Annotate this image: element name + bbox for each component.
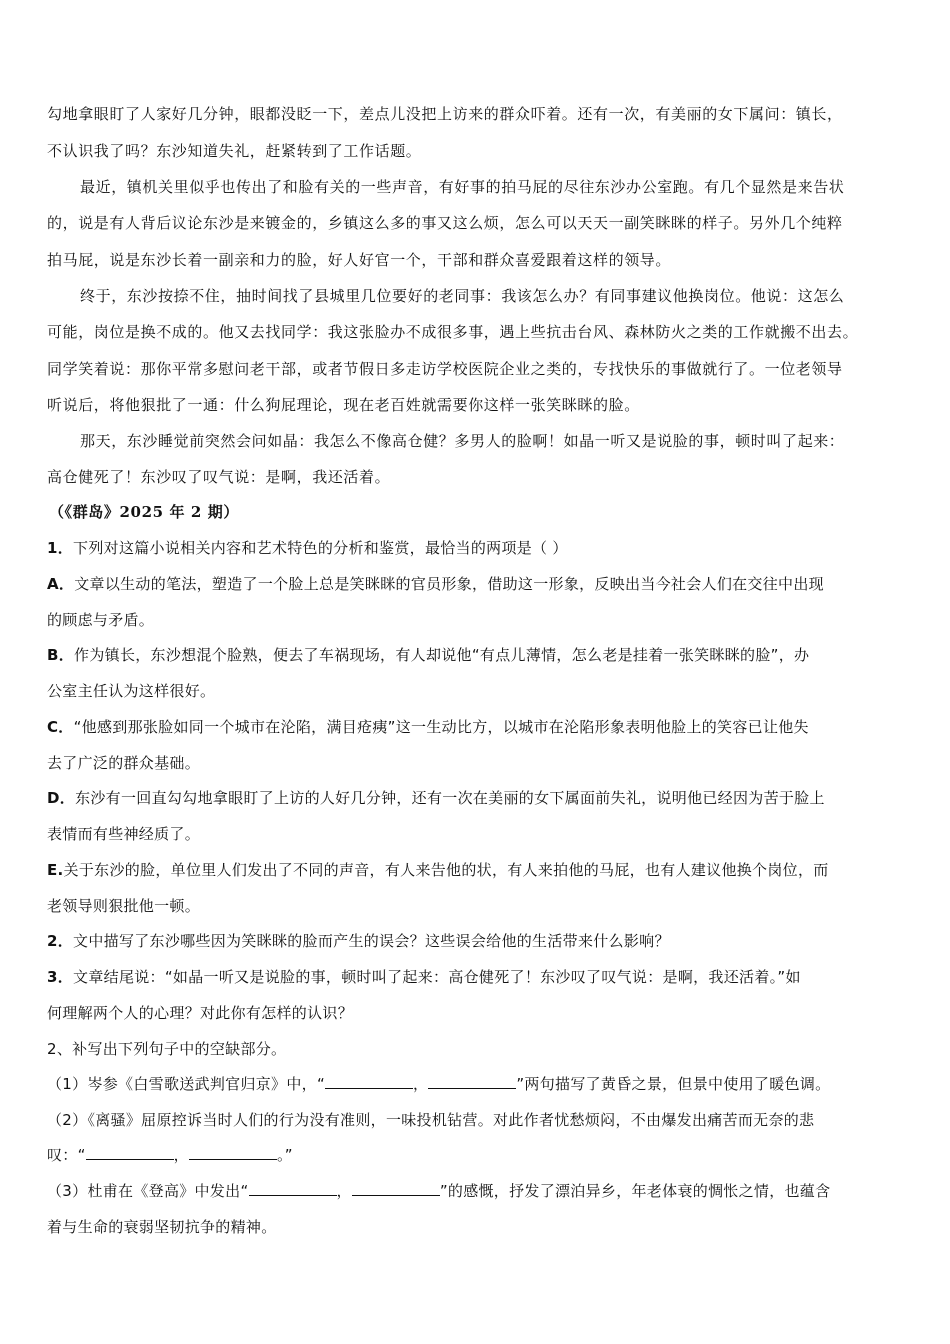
fill-item-2: （2）《离骚》屈原控诉当时人们的行为没有准则，一味投机钻营。对此作者忧愁烦闷，不由爆发出痛苦而无奈的悲 bbox=[47, 1111, 815, 1129]
story-line: 那天，东沙睡觉前突然会问如晶：我怎么不像高仓健？多男人的脸啊！如晶一听又是说脸的事，顿时叫了起来： bbox=[80, 432, 845, 450]
option-c-cont: 去了广泛的群众基础。 bbox=[47, 754, 201, 772]
fill-text: ， bbox=[173, 1146, 189, 1164]
fill-text: ， bbox=[413, 1075, 429, 1093]
option-letter: A． bbox=[47, 575, 75, 593]
story-line: 不认识我了吗？东沙知道失礼，赶紧转到了工作话题。 bbox=[47, 142, 422, 160]
story-line: 勾地拿眼盯了人家好几分钟，眼都没眨一下，差点儿没把上访来的群众吓着。还有一次，有美丽的女下属问：镇长， bbox=[47, 105, 843, 123]
story-line: 的，说是有人背后议论东沙是来镀金的，乡镇这么多的事又这么烦，怎么可以天天一副笑眯眯的样子。另外几个纯粹 bbox=[47, 214, 843, 232]
fill-item-3-cont: 着与生命的衰弱坚韧抗争的精神。 bbox=[47, 1218, 277, 1236]
question-3-cont: 何理解两个人的心理？对此你有怎样的认识？ bbox=[47, 1004, 354, 1022]
fill-text: （1）岑参《白雪歌送武判官归京》中，“ bbox=[47, 1075, 326, 1093]
story-line: 拍马屁，说是东沙长着一副亲和力的脸，好人好官一个，干部和群众喜爱跟着这样的领导。 bbox=[47, 251, 672, 269]
option-b bbox=[47, 645, 809, 665]
fill-text: ”两句描写了黄昏之景，但景中使用了暖色调。 bbox=[516, 1075, 831, 1093]
question-stem: 文章结尾说：“如晶一听又是说脸的事，顿时叫了起来：高仓健死了！东沙叹了叹气说：是啊，我还活着。”如 bbox=[73, 968, 801, 986]
answer-blank[interactable] bbox=[249, 1181, 337, 1196]
option-b-cont: 公室主任认为这样很好。 bbox=[47, 682, 216, 700]
option-e bbox=[47, 860, 829, 880]
story-line: 最近，镇机关里似乎也传出了和脸有关的一些声音，有好事的拍马屁的尽往东沙办公室跑。有几个显然是来告状 bbox=[80, 178, 845, 196]
question-number: 3． bbox=[47, 968, 74, 986]
option-text: “他感到那张脸如同一个城市在沦陷，满目疮痍”这一生动比方，以城市在沦陷形象表明他脸上的笑容已让他失 bbox=[73, 718, 809, 736]
fill-text: ”的感慨，抒发了漂泊异乡，年老体衰的惆怅之情，也蕴含 bbox=[439, 1182, 831, 1200]
answer-blank[interactable] bbox=[86, 1145, 174, 1160]
question-stem: 文中描写了东沙哪些因为笑眯眯的脸而产生的误会？这些误会给他的生活带来什么影响？ bbox=[73, 932, 670, 950]
story-line: 听说后，将他狠批了一通：什么狗屁理论，现在老百姓就需要你这样一张笑眯眯的脸。 bbox=[47, 396, 640, 414]
story-line: 可能，岗位是换不成的。他又去找同学：我这张脸办不成很多事，遇上些抗击台风、森林防火之类的工作就搬不出去。 bbox=[47, 323, 859, 341]
option-letter: C． bbox=[47, 718, 74, 736]
story-line: 高仓健死了！东沙叹了叹气说：是啊，我还活着。 bbox=[47, 468, 391, 486]
fill-item-3 bbox=[47, 1181, 830, 1201]
option-text: 关于东沙的脸，单位里人们发出了不同的声音，有人来告他的状，有人来拍他的马屁，也有人建议他换个岗位，而 bbox=[63, 861, 829, 879]
question-number: 1． bbox=[47, 539, 74, 557]
source-citation: （《群岛》2025 年 2 期） bbox=[49, 503, 239, 521]
answer-blank[interactable] bbox=[352, 1181, 440, 1196]
option-text: 东沙有一回直勾勾地拿眼盯了上访的人好几分钟，还有一次在美丽的女下属面前失礼，说明他已经因为苦于脸上 bbox=[75, 789, 825, 807]
story-line: 终于，东沙按捺不住，抽时间找了县城里几位要好的老同事：我该怎么办？有同事建议他换岗位。他说：这怎么 bbox=[80, 287, 845, 305]
option-letter: D． bbox=[47, 789, 76, 807]
question-2 bbox=[47, 931, 670, 951]
option-a bbox=[47, 574, 824, 594]
option-letter: E. bbox=[47, 861, 64, 879]
answer-blank[interactable] bbox=[189, 1145, 277, 1160]
question-3 bbox=[47, 967, 801, 987]
option-a-cont: 的顾虑与矛盾。 bbox=[47, 611, 155, 629]
option-text: 作为镇长，东沙想混个脸熟，便去了车祸现场，有人却说他“有点儿薄情，怎么老是挂着一张笑眯眯的脸”，办 bbox=[74, 646, 810, 664]
option-c bbox=[47, 717, 809, 737]
section-2-heading: 2、补写出下列句子中的空缺部分。 bbox=[47, 1040, 287, 1058]
fill-text: 叹：“ bbox=[47, 1146, 86, 1164]
story-line: 同学笑着说：那你平常多慰问老干部，或者节假日多走访学校医院企业之类的，专找快乐的事做就行了。一位老领导 bbox=[47, 360, 843, 378]
fill-text: （3）杜甫在《登高》中发出“ bbox=[47, 1182, 249, 1200]
answer-blank[interactable] bbox=[428, 1074, 516, 1089]
option-e-cont: 老领导则狠批他一顿。 bbox=[47, 897, 201, 915]
question-1 bbox=[47, 538, 568, 558]
fill-text: 。” bbox=[276, 1146, 293, 1164]
question-number: 2． bbox=[47, 932, 74, 950]
option-d-cont: 表情而有些神经质了。 bbox=[47, 825, 201, 843]
fill-item-1 bbox=[47, 1074, 830, 1094]
answer-blank[interactable] bbox=[325, 1074, 413, 1089]
fill-item-2-cont bbox=[47, 1145, 293, 1165]
fill-text: ， bbox=[336, 1182, 352, 1200]
question-stem: 下列对这篇小说相关内容和艺术特色的分析和鉴赏，最恰当的两项是（ ） bbox=[73, 539, 568, 557]
option-letter: B． bbox=[47, 646, 75, 664]
option-text: 文章以生动的笔法，塑造了一个脸上总是笑眯眯的官员形象，借助这一形象，反映出当今社会人们在交往中出现 bbox=[74, 575, 824, 593]
option-d bbox=[47, 788, 825, 808]
